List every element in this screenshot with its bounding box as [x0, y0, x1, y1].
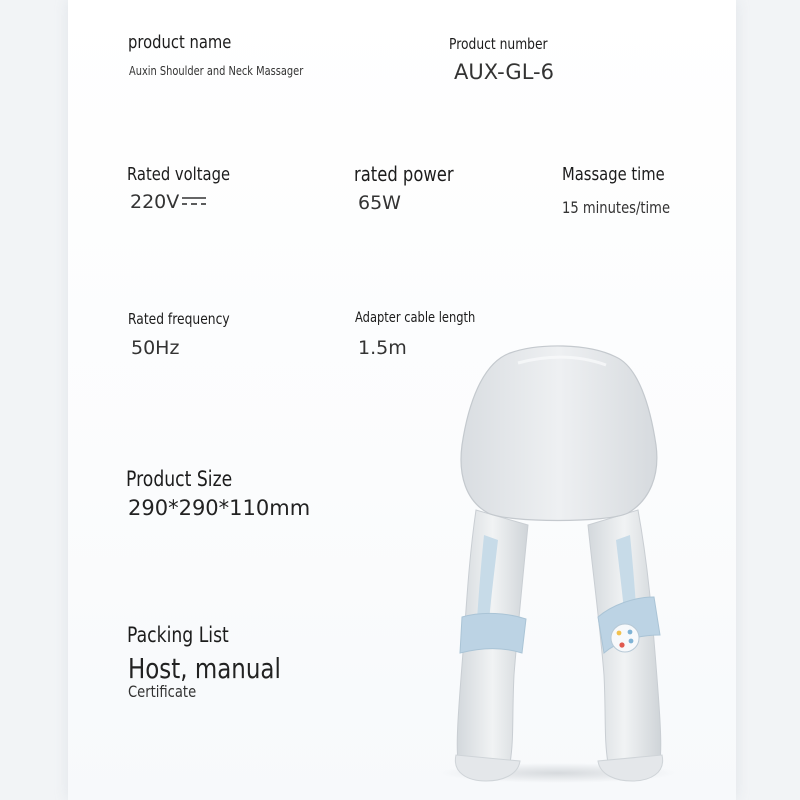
product-name-value: Auxin Shoulder and Neck Massager	[129, 64, 304, 78]
packing-list-label: Packing List	[127, 623, 229, 647]
massage-time-label: Massage time	[562, 164, 665, 185]
product-name-label: product name	[128, 32, 232, 53]
adapter-cable-length-label: Adapter cable length	[355, 310, 476, 326]
rated-power-label: rated power	[354, 162, 454, 186]
product-size-value: 290*290*110mm	[128, 496, 311, 520]
rated-voltage-value-wrap	[130, 191, 207, 213]
rated-voltage-value: 220V	[130, 191, 180, 213]
massager-product-image	[438, 335, 678, 785]
rated-voltage-label: Rated voltage	[127, 164, 231, 185]
packing-list-value-line2: Certificate	[128, 682, 197, 701]
dc-voltage-icon	[181, 194, 207, 213]
rated-frequency-value: 50Hz	[131, 337, 180, 359]
massage-time-value: 15 minutes/time	[562, 198, 671, 217]
rated-power-value: 65W	[358, 192, 401, 214]
rated-frequency-label: Rated frequency	[128, 310, 230, 328]
product-number-value: AUX-GL-6	[454, 60, 554, 84]
packing-list-value: Host, manual	[128, 652, 281, 685]
product-number-label: Product number	[449, 35, 548, 53]
product-size-label: Product Size	[126, 467, 233, 491]
adapter-cable-length-value: 1.5m	[358, 337, 407, 359]
